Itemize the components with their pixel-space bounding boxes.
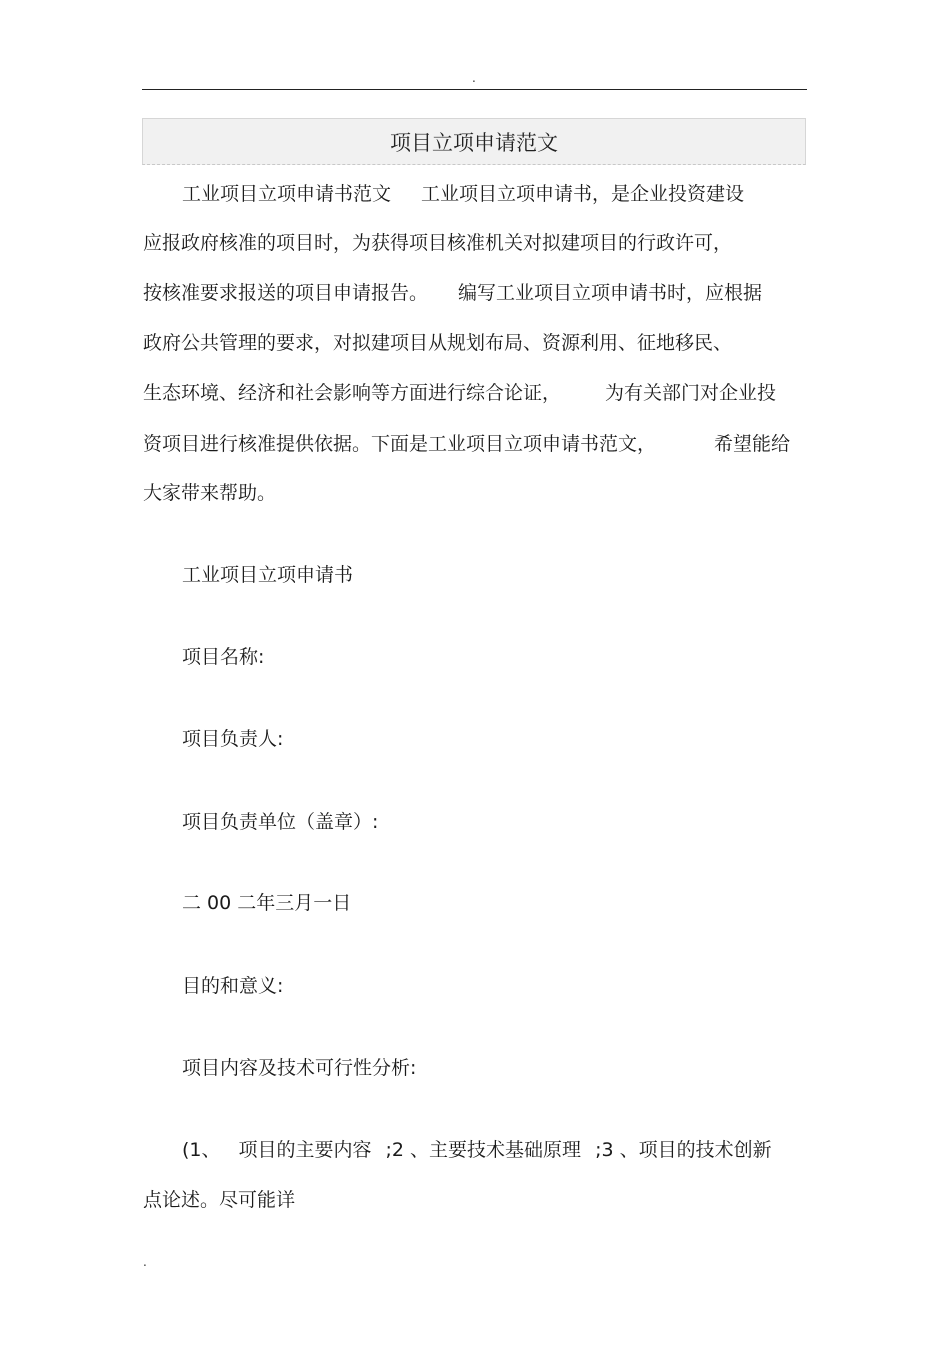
intro-line-3b: 编写工业项目立项申请书时，应根据: [458, 282, 763, 304]
page-footer-mark: .: [143, 1255, 147, 1269]
page-title: 项目立项申请范文: [390, 131, 558, 155]
intro-line-4: 政府公共管理的要求，对拟建项目从规划布局、资源利用、征地移民、: [143, 332, 733, 354]
field-content: 项目内容及技术可行性分析:: [182, 1057, 417, 1079]
list-item-2: ;2 、主要技术基础原理: [385, 1139, 582, 1161]
intro-line-7: 大家带来帮助。: [143, 482, 277, 504]
list-item-1-marker: (1、: [182, 1139, 221, 1161]
form-heading: 工业项目立项申请书: [182, 564, 354, 586]
field-project-name: 项目名称:: [182, 646, 265, 668]
list-line-1: [182, 1139, 772, 1161]
intro-line-3a: 按核准要求报送的项目申请报告。: [143, 282, 429, 304]
intro-line-3: [143, 282, 762, 304]
intro-line-5: [143, 382, 776, 404]
intro-line-6b: 希望能给: [714, 433, 791, 455]
intro-line-1a: 工业项目立项申请书范文: [182, 183, 392, 205]
title-box: [142, 118, 806, 165]
field-date: 二 00 二年三月一日: [182, 892, 352, 914]
intro-line-1: [182, 183, 744, 205]
field-project-leader: 项目负责人:: [182, 728, 284, 750]
header-rule: [142, 89, 807, 90]
intro-line-5b: 为有关部门对企业投: [605, 382, 777, 404]
intro-line-1b: 工业项目立项申请书，是企业投资建设: [421, 183, 745, 205]
intro-line-6: [143, 433, 790, 455]
field-project-unit: 项目负责单位（盖章）:: [182, 811, 379, 833]
list-line-2: 点论述。尽可能详: [143, 1189, 296, 1211]
page-header-mark: .: [472, 71, 476, 85]
list-item-3: ;3 、项目的技术创新: [595, 1139, 772, 1161]
intro-line-5a: 生态环境、经济和社会影响等方面进行综合论证，: [143, 382, 562, 404]
list-item-1: 项目的主要内容: [238, 1139, 372, 1161]
field-purpose: 目的和意义:: [182, 975, 284, 997]
intro-line-2: 应报政府核准的项目时，为获得项目核准机关对拟建项目的行政许可，: [143, 232, 733, 254]
intro-line-6a: 资项目进行核准提供依据。下面是工业项目立项申请书范文，: [143, 433, 657, 455]
